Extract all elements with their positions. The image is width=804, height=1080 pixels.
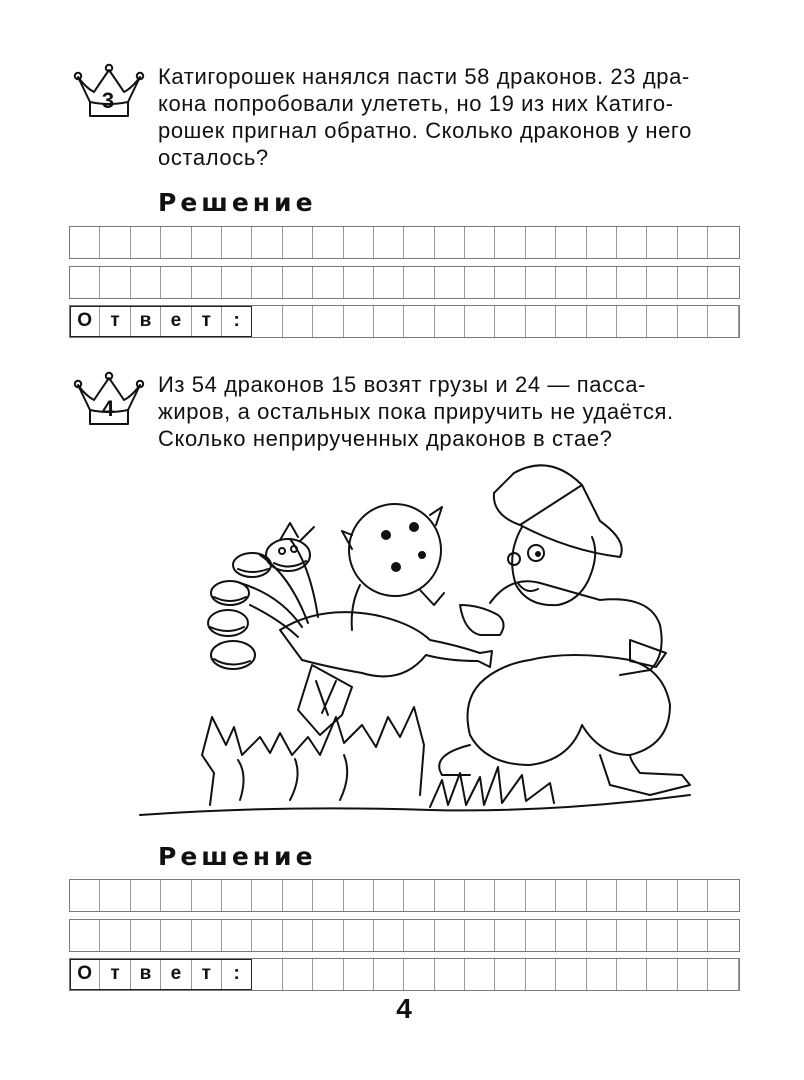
grid-cell[interactable] bbox=[647, 880, 677, 911]
grid-cell[interactable] bbox=[435, 267, 465, 298]
task-text-line: рошек пригнал обратно. Сколько драконов у него bbox=[158, 118, 692, 143]
task-4-crown-badge bbox=[68, 370, 148, 430]
grid-cell[interactable] bbox=[617, 880, 647, 911]
grid-cell[interactable] bbox=[526, 267, 556, 298]
task-text-line: Сколько неприрученных драконов в стае? bbox=[158, 426, 613, 451]
grid-cell[interactable] bbox=[252, 227, 282, 258]
grid-cell[interactable] bbox=[344, 880, 374, 911]
grid-cell[interactable] bbox=[404, 880, 434, 911]
grid-cell[interactable] bbox=[495, 267, 525, 298]
grid-cell[interactable] bbox=[131, 227, 161, 258]
answer-label-cell: в bbox=[131, 959, 161, 990]
grid-cell[interactable] bbox=[587, 267, 617, 298]
grid-cell[interactable] bbox=[70, 267, 100, 298]
grid-cell[interactable] bbox=[344, 920, 374, 951]
grid-cell[interactable] bbox=[252, 306, 282, 337]
grid-cell[interactable] bbox=[313, 880, 343, 911]
grid-cell[interactable] bbox=[283, 880, 313, 911]
grid-cell[interactable] bbox=[587, 227, 617, 258]
task-number: 3 bbox=[101, 88, 115, 113]
grid-cell[interactable] bbox=[587, 306, 617, 337]
grid-cell[interactable] bbox=[404, 959, 434, 990]
answer-label-cell: е bbox=[161, 959, 191, 990]
grid-cell[interactable] bbox=[131, 267, 161, 298]
grid-cell[interactable] bbox=[587, 920, 617, 951]
grid-cell[interactable] bbox=[70, 227, 100, 258]
grid-cell[interactable] bbox=[556, 227, 586, 258]
grid-cell[interactable] bbox=[435, 920, 465, 951]
grid-cell[interactable] bbox=[495, 306, 525, 337]
grid-cell[interactable] bbox=[435, 959, 465, 990]
page-number: 4 bbox=[396, 993, 412, 1024]
grid-cell[interactable] bbox=[465, 880, 495, 911]
grid-cell[interactable] bbox=[222, 267, 252, 298]
grid-cell[interactable] bbox=[526, 306, 556, 337]
grid-cell[interactable] bbox=[313, 920, 343, 951]
grid-cell[interactable] bbox=[617, 959, 647, 990]
grid-cell[interactable] bbox=[678, 267, 708, 298]
grid-cell[interactable] bbox=[587, 880, 617, 911]
grid-cell[interactable] bbox=[344, 306, 374, 337]
task-3-text bbox=[158, 63, 742, 171]
grid-cell[interactable] bbox=[70, 920, 100, 951]
task-text-line: Катигорошек нанялся пасти 58 драконов. 23 дра- bbox=[158, 64, 690, 89]
grid-cell[interactable] bbox=[435, 880, 465, 911]
answer-label-cell: О bbox=[70, 306, 100, 337]
grid-cell[interactable] bbox=[465, 306, 495, 337]
grid-cell[interactable] bbox=[678, 920, 708, 951]
answer-grid-row[interactable] bbox=[69, 305, 740, 338]
grid-cell[interactable] bbox=[344, 959, 374, 990]
grid-cell[interactable] bbox=[161, 267, 191, 298]
boy-and-dragon-illustration bbox=[130, 455, 700, 830]
solution-heading: Решение bbox=[158, 188, 317, 217]
grid-cell[interactable] bbox=[678, 227, 708, 258]
grid-cell[interactable] bbox=[161, 920, 191, 951]
grid-cell[interactable] bbox=[283, 959, 313, 990]
answer-label-cell: в bbox=[131, 306, 161, 337]
grid-cell[interactable] bbox=[192, 267, 222, 298]
grid-cell[interactable] bbox=[283, 267, 313, 298]
solution-grid-row[interactable] bbox=[69, 266, 740, 299]
grid-cell[interactable] bbox=[617, 306, 647, 337]
grid-cell[interactable] bbox=[647, 227, 677, 258]
grid-cell[interactable] bbox=[222, 227, 252, 258]
task-text-line: Из 54 драконов 15 возят грузы и 24 — пасса- bbox=[158, 372, 647, 397]
grid-cell[interactable] bbox=[252, 959, 282, 990]
grid-cell[interactable] bbox=[100, 227, 130, 258]
grid-cell[interactable] bbox=[161, 880, 191, 911]
grid-cell[interactable] bbox=[556, 306, 586, 337]
grid-cell[interactable] bbox=[587, 959, 617, 990]
grid-cell[interactable] bbox=[708, 880, 738, 911]
grid-cell[interactable] bbox=[374, 227, 404, 258]
answer-label-cell: т bbox=[192, 306, 222, 337]
answer-label-cell: : bbox=[222, 306, 252, 337]
solution-grid-row[interactable] bbox=[69, 919, 740, 952]
grid-cell[interactable] bbox=[647, 306, 677, 337]
grid-cell[interactable] bbox=[222, 920, 252, 951]
grid-cell[interactable] bbox=[313, 959, 343, 990]
grid-cell[interactable] bbox=[100, 920, 130, 951]
task-4-text bbox=[158, 371, 742, 452]
grid-cell[interactable] bbox=[131, 920, 161, 951]
task-text-line: осталось? bbox=[158, 145, 269, 170]
grid-cell[interactable] bbox=[131, 880, 161, 911]
answer-label-cell: т bbox=[100, 306, 130, 337]
grid-cell[interactable] bbox=[708, 306, 738, 337]
grid-cell[interactable] bbox=[192, 227, 222, 258]
grid-cell[interactable] bbox=[526, 959, 556, 990]
grid-cell[interactable] bbox=[647, 920, 677, 951]
answer-label-cell: : bbox=[222, 959, 252, 990]
grid-cell[interactable] bbox=[465, 959, 495, 990]
answer-label-cell: т bbox=[192, 959, 222, 990]
grid-cell[interactable] bbox=[344, 267, 374, 298]
grid-cell[interactable] bbox=[161, 227, 191, 258]
grid-cell[interactable] bbox=[374, 880, 404, 911]
task-text-line: жиров, а остальных пока приручить не удаётся. bbox=[158, 399, 674, 424]
grid-cell[interactable] bbox=[192, 880, 222, 911]
grid-cell[interactable] bbox=[678, 306, 708, 337]
grid-cell[interactable] bbox=[617, 227, 647, 258]
grid-cell[interactable] bbox=[556, 959, 586, 990]
grid-cell[interactable] bbox=[617, 267, 647, 298]
grid-cell[interactable] bbox=[283, 227, 313, 258]
grid-cell[interactable] bbox=[495, 880, 525, 911]
answer-label-cell: е bbox=[161, 306, 191, 337]
grid-cell[interactable] bbox=[678, 880, 708, 911]
task-text-line: кона попробовали улететь, но 19 из них Катиго- bbox=[158, 91, 674, 116]
grid-cell[interactable] bbox=[435, 306, 465, 337]
grid-cell[interactable] bbox=[283, 920, 313, 951]
grid-cell[interactable] bbox=[252, 267, 282, 298]
grid-cell[interactable] bbox=[708, 920, 738, 951]
grid-cell[interactable] bbox=[70, 880, 100, 911]
grid-cell[interactable] bbox=[252, 880, 282, 911]
grid-cell[interactable] bbox=[526, 227, 556, 258]
grid-cell[interactable] bbox=[495, 227, 525, 258]
grid-cell[interactable] bbox=[374, 959, 404, 990]
grid-cell[interactable] bbox=[556, 880, 586, 911]
grid-cell[interactable] bbox=[526, 920, 556, 951]
grid-cell[interactable] bbox=[465, 920, 495, 951]
grid-cell[interactable] bbox=[313, 267, 343, 298]
grid-cell[interactable] bbox=[192, 920, 222, 951]
grid-cell[interactable] bbox=[495, 959, 525, 990]
solution-grid-row[interactable] bbox=[69, 226, 740, 259]
grid-cell[interactable] bbox=[404, 267, 434, 298]
answer-label-cell: т bbox=[100, 959, 130, 990]
grid-cell[interactable] bbox=[465, 267, 495, 298]
grid-cell[interactable] bbox=[708, 227, 738, 258]
grid-cell[interactable] bbox=[222, 880, 252, 911]
grid-cell[interactable] bbox=[678, 959, 708, 990]
grid-cell[interactable] bbox=[252, 920, 282, 951]
solution-heading: Решение bbox=[158, 842, 317, 871]
grid-cell[interactable] bbox=[495, 920, 525, 951]
grid-cell[interactable] bbox=[556, 267, 586, 298]
grid-cell[interactable] bbox=[404, 306, 434, 337]
grid-cell[interactable] bbox=[404, 920, 434, 951]
grid-cell[interactable] bbox=[100, 267, 130, 298]
grid-cell[interactable] bbox=[100, 880, 130, 911]
task-3-crown-badge bbox=[68, 62, 148, 122]
grid-cell[interactable] bbox=[647, 267, 677, 298]
answer-grid-row[interactable] bbox=[69, 958, 740, 991]
answer-label-cell: О bbox=[70, 959, 100, 990]
grid-cell[interactable] bbox=[374, 920, 404, 951]
grid-cell[interactable] bbox=[374, 267, 404, 298]
grid-cell[interactable] bbox=[617, 920, 647, 951]
grid-cell[interactable] bbox=[708, 267, 738, 298]
grid-cell[interactable] bbox=[313, 306, 343, 337]
grid-cell[interactable] bbox=[374, 306, 404, 337]
solution-grid-row[interactable] bbox=[69, 879, 740, 912]
grid-cell[interactable] bbox=[556, 920, 586, 951]
grid-cell[interactable] bbox=[283, 306, 313, 337]
task-number: 4 bbox=[101, 396, 115, 421]
grid-cell[interactable] bbox=[526, 880, 556, 911]
grid-cell[interactable] bbox=[647, 959, 677, 990]
grid-cell[interactable] bbox=[708, 959, 738, 990]
grid-cell[interactable] bbox=[404, 227, 434, 258]
grid-cell[interactable] bbox=[313, 227, 343, 258]
grid-cell[interactable] bbox=[435, 227, 465, 258]
grid-cell[interactable] bbox=[465, 227, 495, 258]
grid-cell[interactable] bbox=[344, 227, 374, 258]
